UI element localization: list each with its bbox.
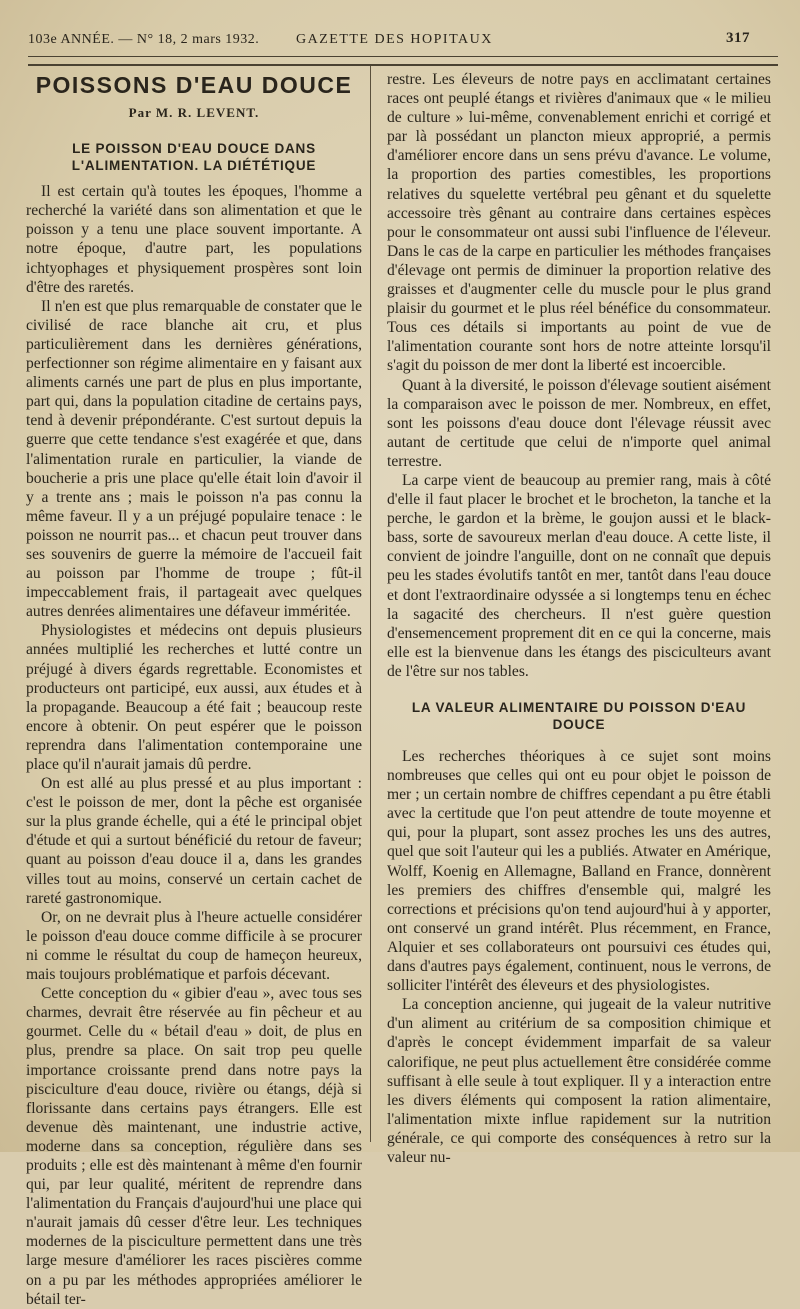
right-column [387,70,771,1166]
left-column [26,70,362,1308]
paragraph: On est allé au plus pressé et au plus important : c'est le poisson de mer, dont la pêche est organisée sur la plus grande échelle, qui a été le principal objet d'étude et qui a surtout bénéficié du retour de faveur; quant au poisson d'eau douce il a, dans les grandes villes tout au moins, conservé un certain cachet de rareté gastronomique. [26,775,362,907]
header-rule [28,56,778,57]
paragraph: restre. Les éleveurs de notre pays en acclimatant certaines races ont peuplé étangs et rivières d'animaux que « le milieu de culture » lui-même, convenablement enrichi et corrigé et par là possédant un plancton mieux approprié, a permis d'améliorer encore dans un sens prévu d'avance. Le volume, la proportion des parties comestibles, les proportions relatives du squelette vertébral peu gênant et du squelette accessoire très gênant au contraire dans certaines espèces pour le consommateur ont aussi subi l'influence de l'éleveur. Dans le cas de la carpe en particulier les méthodes françaises d'élevage ont permis de diminuer la proportion relative des graisses et d'augmenter celle du muscle pour le plus grand plaisir du gourmet et le plus réel bénéfice du consommateur. Tous ces détails si importants au point de vue de l'alimentation courante sont hors de notre atteinte lorsqu'il s'agit du poisson de mer dont la liberté est incoercible. [387,71,771,375]
paragraph: Les recherches théoriques à ce sujet sont moins nombreuses que celles qui ont eu pour objet le poisson de mer ; un certain nombre de chiffres cependant a pu être établi avec la certitude que l'on peut attendre de toute moyenne et qui, pour la plupart, sont assez proches les uns des autres, quel que soit l'auteur qui les a publiés. Atwater en Amérique, Wolff, Koenig en Allemagne, Balland en France, donnèrent les premiers des chiffres d'ensemble qui, malgré les corrections et précisions qu'on tend aujourd'hui à y apporter, ont conservé un grand intérêt. Plus récemment, en France, Alquier et ses collaborateurs ont poursuivi ces études qui, dans d'autres pays également, continuent, nous le verrons, de solliciter l'intérêt des éleveurs et des physiologistes. [387,748,771,995]
paragraph: Il est certain qu'à toutes les époques, l'homme a recherché la variété dans son alimentation et que le poisson y a tenu une place souvent importante. A notre époque, d'autre part, les populations ichtyophages et physiquement prospères sont loin d'être des raretés. [26,183,362,296]
paragraph: La carpe vient de beaucoup au premier rang, mais à côté d'elle il faut placer le brochet et le brocheton, la tanche et la perche, le gardon et la brème, le goujon aussi et le black-bass, sorte de savoureux merlan d'eau douce. A cette liste, il convient de joindre l'anguille, dont on ne connaît que depuis peu les stades évolutifs tantôt en mer, tantôt dans l'eau douce et dont l'extraordinaire odyssée a si longtemps tenu en échec la sagacité des chercheurs. Il n'est guère question d'ensemencement proprement dit en ce qui la concerne, mais elle est la bienvenue dans les étangs des pisciculteurs avant de l'être sur nos tables. [387,471,771,680]
page-number: 317 [726,30,750,46]
paragraph: Physiologistes et médecins ont depuis plusieurs années multiplié les recherches et lutté contre un préjugé à divers égards regrettable. Economistes et producteurs ont participé, eux aussi, aux études et à la propagande. Beaucoup a été fait ; beaucoup reste encore à obtenir. On peut espérer que le poisson reprendra dans l'alimentation contemporaine une place qu'il n'aurait jamais dû perdre. [26,622,362,773]
article-title: POISSONS D'EAU DOUCE [35,72,353,98]
paragraph: Quant à la diversité, le poisson d'élevage soutient aisément la comparaison avec le poisson de mer. Nombreux, en effet, sont les poissons d'eau douce dont l'élevage réussit avec autant de certitude que celui de n'importe quel animal terrestre. [387,376,771,470]
article-byline: Par M. R. LEVENT. [128,105,260,121]
paragraph: La conception ancienne, qui jugeait de la valeur nutritive d'un aliment au critérium de sa composition chimique et d'après le concept évidemment imparfait de sa valeur calorifique, ne peut plus actuellement être considérée comme suffisant à elle seule à tout expliquer. Il y a interaction entre les divers éléments qui composent la ration alimentaire, l'alimentation mixte influe rapidement sur la nutrition générale, ce qui comporte des conséquences à retro sur la valeur nu- [387,996,771,1166]
paragraph: Cette conception du « gibier d'eau », avec tous ses charmes, devrait être réservée au fin pêcheur et au gourmet. Celle du « bétail d'eau » doit, de plus en plus, prendre sa place. On sait trop peu quelle importance croissante prend dans notre pays la pisciculture d'eau douce, rivière ou étangs, déjà si florissante dans certains pays étrangers. Elle est devenue dès maintenant, une industrie active, moderne dans sa conception, régulière dans ses produits ; elle est dès maintenant à même d'en fournir qui, par leur qualité, méritent de reprendre dans l'alimentation du Français d'aujourd'hui une place qui n'aurait jamais dû cesser d'être leur. Les techniques modernes de la pisciculture permettent dans une très large mesure d'améliorer les races piscières comme on a pu par les méthodes appropriées améliorer le bétail ter- [26,985,362,1308]
paragraph: Il n'en est que plus remarquable de constater que le civilisé de race blanche ait cru, et plus particulièrement dans les dernières générations, perfectionner son régime alimentaire en y faisant aux aliments carnés une part de plus en plus importante, part qui, dans la population citadine de certains pays, tend à devenir prépondérante. C'est surtout depuis la guerre que cette tendance s'est exagérée et que, dans l'alimentation rurale en particulier, la viande de boucherie a pris une place qu'elle était loin d'avoir il y a trente ans ; mais le poisson n'a pas connu la même faveur. Il y a un préjugé populaire tenace : le poisson ne nourrit pas... et chacun peut trouver dans ses souvenirs de guerre la mémoire de l'accueil fait au poisson par l'homme de troupe ; fût-il impeccablement frais, il partageait avec quelques autres denrées alimentaires une défaveur imméritée. [26,297,362,621]
column-divider [370,66,371,1142]
issue-info: 103e ANNÉE. — N° 18, 2 mars 1932. [28,32,260,47]
header-rule-thick [28,64,778,66]
publication-title: GAZETTE DES HOPITAUX [296,32,493,47]
section-heading-diet: LE POISSON D'EAU DOUCE DANS L'ALIMENTATION. LA DIÉTÉTIQUE [71,141,317,174]
paragraph: Or, on ne devrait plus à l'heure actuelle considérer le poisson d'eau douce comme difficile à se procurer ni comme le résultat du coup de hameçon heureux, mais toujours problématique et parfois décevant. [26,908,362,984]
page-header [28,30,750,52]
section-heading-nutrition: LA VALEUR ALIMENTAIRE DU POISSON D'EAU DOUCE [411,700,747,732]
